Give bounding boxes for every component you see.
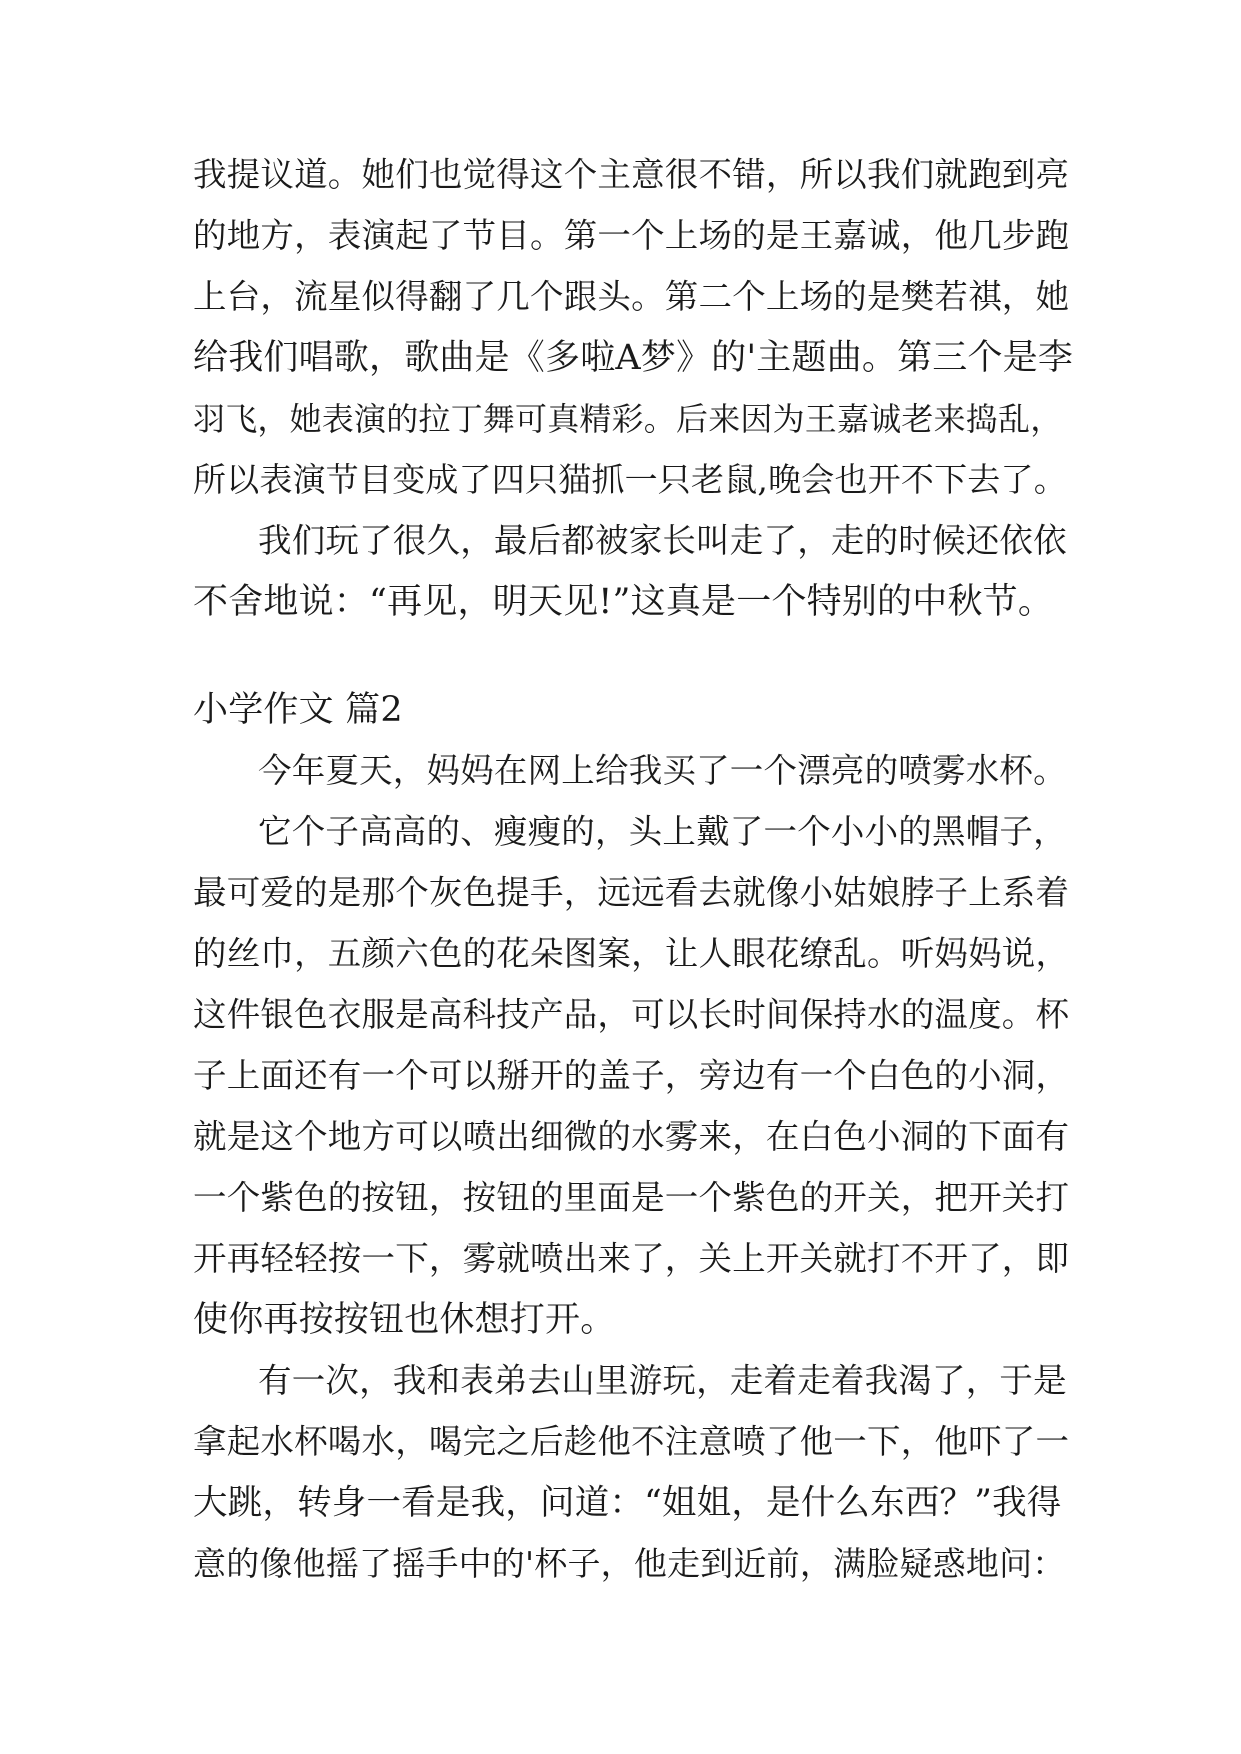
paragraph-line: 给我们唱歌，歌曲是《多啦A梦》的'主题曲。第三个是李: [193, 338, 1074, 378]
paragraph-line: 开再轻轻按一下，雾就喷出来了，关上开关就打不开了，即: [193, 1239, 1070, 1278]
paragraph-line: 的丝巾，五颜六色的花朵图案，让人眼花缭乱。听妈妈说，: [193, 934, 1070, 973]
paragraph-line: 我们玩了很久，最后都被家长叫走了，走的时候还依依: [258, 521, 1067, 560]
paragraph-line: 就是这个地方可以喷出细微的水雾来，在白色小洞的下面有: [193, 1117, 1070, 1156]
paragraph-line: 今年夏天，妈妈在网上给我买了一个漂亮的喷雾水杯。: [258, 751, 1067, 790]
paragraph-line: 意的像他摇了摇手中的'杯子，他走到近前，满脸疑惑地问：: [193, 1544, 1066, 1583]
paragraph-line: 上台，流星似得翻了几个跟头。第二个上场的是樊若祺，她: [193, 277, 1070, 316]
paragraph-line: 这件银色衣服是高科技产品，可以长时间保持水的温度。杯: [193, 995, 1070, 1034]
section-heading: 小学作文 篇2: [193, 690, 403, 730]
paragraph-line: 一个紫色的按钮，按钮的里面是一个紫色的开关，把开关打: [193, 1178, 1070, 1217]
paragraph-line: 的地方，表演起了节目。第一个上场的是王嘉诚，他几步跑: [193, 216, 1070, 255]
paragraph-line: 拿起水杯喝水，喝完之后趁他不注意喷了他一下，他吓了一: [193, 1422, 1070, 1461]
paragraph-line: 使你再按按钮也休想打开。: [193, 1300, 616, 1340]
paragraph-line: 子上面还有一个可以掰开的盖子，旁边有一个白色的小洞，: [193, 1056, 1070, 1095]
paragraph-line: 最可爱的是那个灰色提手，远远看去就像小姑娘脖子上系着: [193, 873, 1070, 912]
paragraph-line: 所以表演节目变成了四只猫抓一只老鼠,晚会也开不下去了。: [193, 460, 1067, 499]
paragraph-line: 羽飞，她表演的拉丁舞可真精彩。后来因为王嘉诚老来捣乱，: [193, 400, 1063, 438]
paragraph-line: 不舍地说：“再见，明天见!”这真是一个特别的中秋节。: [193, 582, 1054, 622]
paragraph-line: 它个子高高的、瘦瘦的，头上戴了一个小小的黑帽子，: [258, 812, 1067, 851]
paragraph-line: 大跳，转身一看是我，问道：“姐姐，是什么东西？”我得: [193, 1483, 1062, 1523]
paragraph-line: 我提议道。她们也觉得这个主意很不错，所以我们就跑到亮: [193, 155, 1070, 194]
paragraph-line: 有一次，我和表弟去山里游玩，走着走着我渴了，于是: [258, 1361, 1067, 1400]
